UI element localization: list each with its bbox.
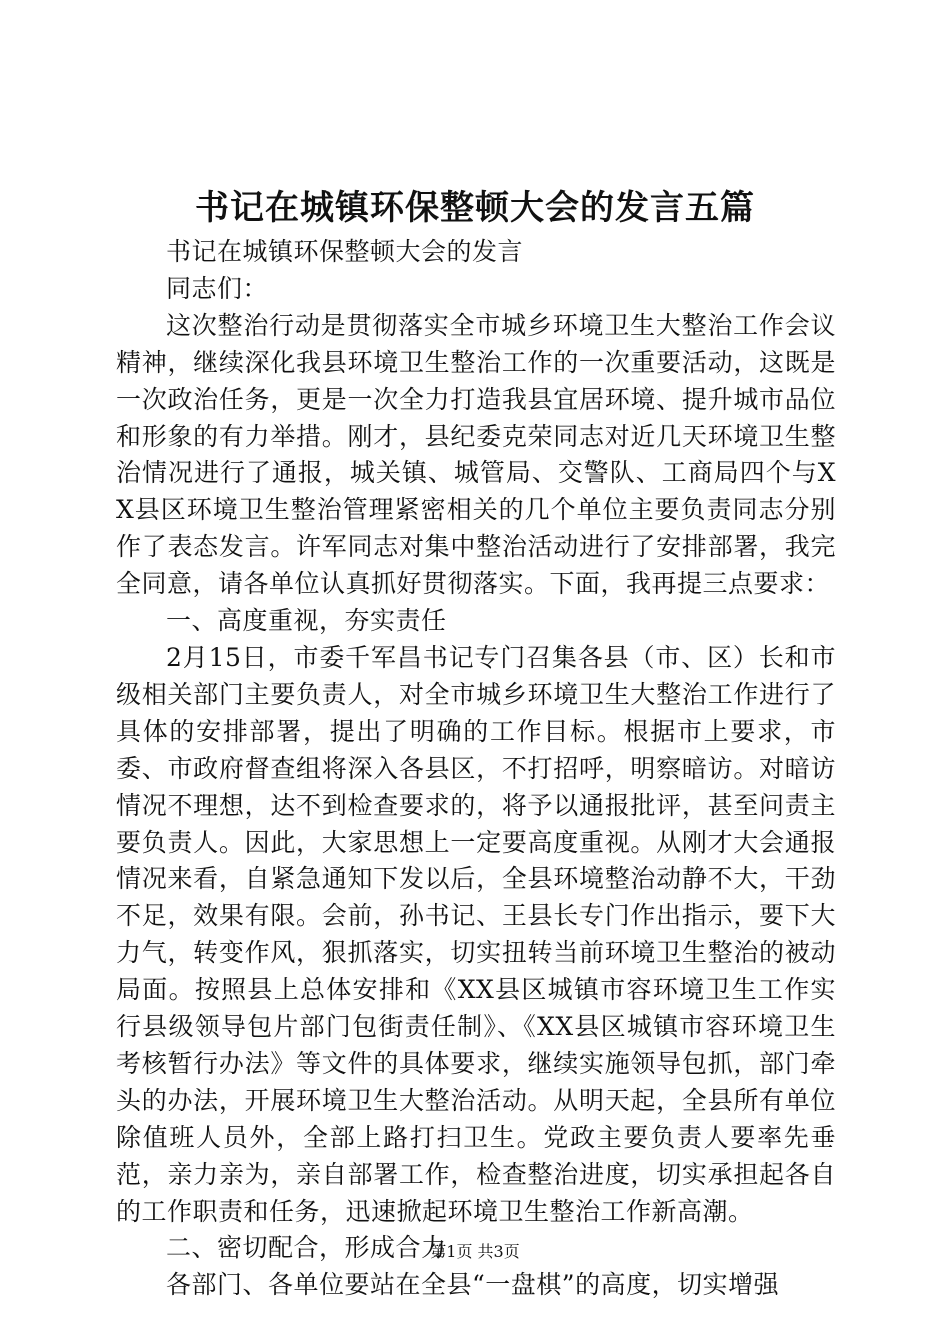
paragraph-section-1: 2月15日，市委千军昌书记专门召集各县（市、区）长和市级相关部门主要负责人，对全市城乡环境卫生大整治工作进行了具体的安排部署，提出了明确的工作目标。根据市上要求，市委、市政府督查组将深入各县区，不打招呼，明察暗访。对暗访情况不理想，达不到检查要求的，将予以通报批评，甚至问责主要负责人。因此，大家思想上一定要高度重视。从刚才大会通报情况来看，自紧急通知下发以后，全县环境整治动静不大，干劲不足，效果有限。会前，孙书记、王县长专门作出指示，要下大力气，转变作风，狠抓落实，切实扭转当前环境卫生整治的被动局面。按照县上总体安排和《XX县区城镇市容环境卫生工作实行县级领导包片部门包街责任制》、《XX县区城镇市容环境卫生考核暂行办法》等文件的具体要求，继续实施领导包抓，部门牵头的办法，开展环境卫生大整治活动。从明天起，全县所有单位除值班人员外，全部上路打扫卫生。党政主要负责人要率先垂范，亲力亲为，亲自部署工作，检查整治进度，切实承担起各自的工作职责和任务，迅速掀起环境卫生整治工作新高潮。: [116, 642, 836, 1226]
section-heading-2: 二、密切配合，形成合力: [166, 1233, 447, 1263]
paragraph-intro: 这次整治行动是贯彻落实全市城乡环境卫生大整治工作会议精神，继续深化我县环境卫生整治工作的一次重要活动，这既是一次政治任务，更是一次全力打造我县宜居环境、提升城市品位和形象的有力举措。刚才，县纪委克荣同志对近几天环境卫生整治情况进行了通报，城关镇、城管局、交警队、工商局四个与XX县区环境卫生整治管理紧密相关的几个单位主要负责同志分别作了表态发言。许军同志对集中整治活动进行了安排部署，我完全同意，请各单位认真抓好贯彻落实。下面，我再提三点要求：: [116, 310, 836, 599]
section-heading-1: 一、高度重视，夯实责任: [166, 606, 447, 636]
paragraph-subtitle: 书记在城镇环保整顿大会的发言: [166, 237, 524, 266]
paragraph-section-2: 各部门、各单位要站在全县“一盘棋”的高度，切实增强: [166, 1270, 780, 1300]
paragraph-salutation: 同志们：: [166, 273, 269, 303]
document-title: 书记在城镇环保整顿大会的发言五篇: [195, 188, 755, 228]
document-body: [116, 234, 836, 1304]
page-number-footer: 第1页 共3页: [430, 1242, 520, 1261]
